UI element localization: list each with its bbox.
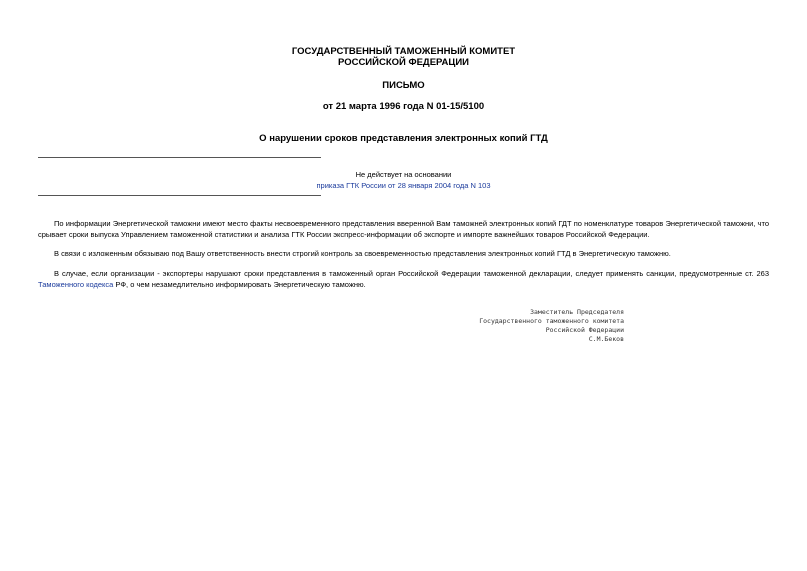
issuing-authority (0, 46, 807, 68)
paragraph-2: В связи с изложенным обязываю под Вашу ответственность внести строгий контроль за своевременностью представления электронных копий ГТД в Энергетическую таможню. (54, 249, 671, 258)
document-type: ПИСЬМО (382, 80, 425, 91)
divider-bottom (38, 195, 321, 196)
paragraph-3 (38, 268, 769, 290)
signatory-organization: Государственного таможенного комитета (479, 317, 624, 325)
customs-code-link[interactable]: Таможенного кодекса (38, 280, 114, 289)
document-date: от 21 марта 1996 года N 01-15/5100 (322, 101, 485, 112)
paragraph-3-text-start: В случае, если организации - экспортеры нарушают сроки представления в таможенный орган Российской Федерации таможенной декларации, следует применять санкции, предусмотренные ст. 263 (54, 269, 769, 278)
signatory-position: Заместитель Председателя (530, 308, 624, 316)
status-order-link[interactable]: приказа ГТК России от 28 января 2004 года N 103 (316, 181, 491, 190)
paragraph-1: По информации Энергетической таможни имеют место факты несвоевременного представления вверенной Вам таможней электронных копий ГДТ по номенклатуре товаров Энергетической таможни, что срывает сроки выпуска Управлением таможенной статистики и анализа ГТК России экспресс-информации об экспорте и импорте важнейших товаров Российской Федерации. (38, 219, 769, 239)
document-title: О нарушении сроков представления электронных копий ГТД (259, 133, 548, 144)
issuing-authority-line1: ГОСУДАРСТВЕННЫЙ ТАМОЖЕННЫЙ КОМИТЕТ (291, 46, 516, 57)
signatory-name: С.М.Беков (588, 335, 624, 343)
signatory-country: Российской Федерации (545, 326, 624, 334)
issuing-authority-line2: РОССИЙСКОЙ ФЕДЕРАЦИИ (337, 57, 469, 68)
status-note (0, 169, 807, 191)
status-note-text: Не действует на основании (355, 170, 452, 179)
divider-top (38, 157, 321, 158)
paragraph-3-text-end: РФ, о чем незамедлительно информировать Энергетическую таможню. (113, 280, 366, 289)
signature-block (479, 308, 624, 344)
